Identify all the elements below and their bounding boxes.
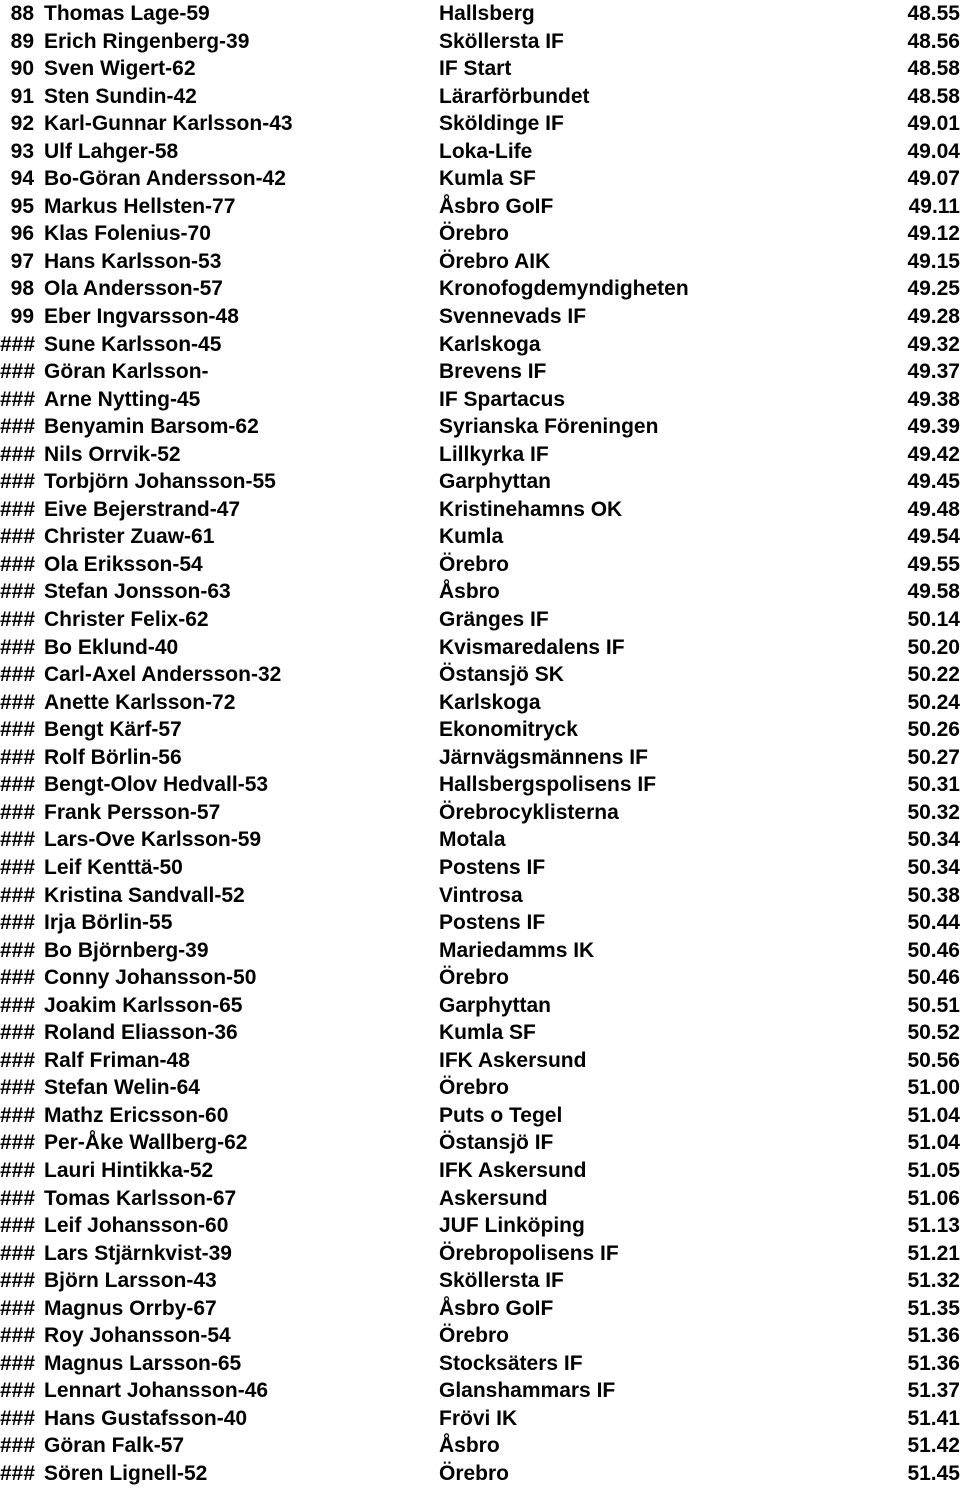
name-cell: Frank Persson-57	[44, 800, 221, 824]
club-cell: Kvismaredalens IF	[439, 635, 625, 659]
time-cell: 49.42	[907, 442, 960, 466]
time-cell: 49.55	[907, 552, 960, 576]
name-cell: Tomas Karlsson-67	[44, 1186, 237, 1210]
club-cell: Glanshammars IF	[439, 1379, 616, 1403]
time-cell: 51.35	[907, 1296, 960, 1320]
club-cell: Karlskoga	[439, 690, 541, 714]
club-cell: Vintrosa	[439, 883, 523, 907]
time-cell: 50.46	[907, 938, 960, 962]
result-row	[0, 771, 960, 799]
rank-cell: 93	[10, 139, 34, 163]
rank-cell: 94	[10, 167, 34, 191]
name-cell: Eive Bejerstrand-47	[44, 497, 241, 521]
result-row	[0, 1377, 960, 1405]
club-cell: Stocksäters IF	[439, 1351, 583, 1375]
name-cell: Thomas Lage-59	[44, 2, 210, 25]
time-cell: 49.32	[907, 332, 960, 356]
result-row	[0, 1212, 960, 1240]
time-cell: 50.38	[907, 883, 960, 907]
name-cell: Eber Ingvarsson-48	[44, 305, 239, 329]
rank-cell: ###	[0, 773, 36, 797]
name-cell: Bo Eklund-40	[44, 635, 179, 659]
rank-cell: ###	[0, 911, 36, 935]
result-row	[0, 826, 960, 854]
rank-cell: ###	[0, 332, 36, 356]
rank-cell: ###	[0, 635, 36, 659]
time-cell: 49.12	[907, 222, 960, 246]
time-cell: 49.48	[907, 497, 960, 521]
club-cell: Örebro AIK	[439, 249, 551, 273]
time-cell: 51.13	[907, 1214, 960, 1238]
rank-cell: ###	[0, 828, 36, 852]
club-cell: Hallsberg	[439, 2, 535, 25]
result-row	[0, 661, 960, 689]
name-cell: Nils Orrvik-52	[44, 442, 181, 466]
rank-cell: ###	[0, 1131, 36, 1155]
name-cell: Christer Zuaw-61	[44, 525, 215, 549]
name-cell: Bo-Göran Andersson-42	[44, 167, 286, 191]
name-cell: Bengt Kärf-57	[44, 718, 182, 742]
result-row	[0, 110, 960, 138]
club-cell: Karlskoga	[439, 332, 541, 356]
result-row	[0, 193, 960, 221]
club-cell: Kronofogdemyndigheten	[439, 277, 689, 301]
rank-cell: 92	[10, 112, 34, 136]
result-row	[0, 937, 960, 965]
time-cell: 49.37	[907, 360, 960, 384]
result-row	[0, 1240, 960, 1268]
name-cell: Hans Gustafsson-40	[44, 1406, 248, 1430]
result-row	[0, 1460, 960, 1488]
name-cell: Per-Åke Wallberg-62	[44, 1131, 248, 1155]
rank-cell: ###	[0, 1461, 36, 1485]
time-cell: 50.34	[907, 855, 960, 879]
result-row	[0, 165, 960, 193]
name-cell: Arne Nytting-45	[44, 387, 201, 411]
result-row	[0, 1295, 960, 1323]
time-cell: 50.44	[907, 911, 960, 935]
name-cell: Roland Eliasson-36	[44, 1021, 238, 1045]
club-cell: Garphyttan	[439, 993, 552, 1017]
club-cell: Kumla SF	[439, 167, 536, 191]
rank-cell: ###	[0, 470, 36, 494]
rank-cell: ###	[0, 966, 36, 990]
result-row	[0, 882, 960, 910]
name-cell: Göran Karlsson-	[44, 360, 209, 384]
name-cell: Markus Hellsten-77	[44, 194, 236, 218]
rank-cell: 89	[10, 29, 34, 53]
name-cell: Bengt-Olov Hedvall-53	[44, 773, 269, 797]
rank-cell: ###	[0, 1214, 36, 1238]
time-cell: 51.42	[907, 1434, 960, 1458]
club-cell: Puts o Tegel	[439, 1103, 563, 1127]
rank-cell: ###	[0, 718, 36, 742]
rank-cell: ###	[0, 883, 36, 907]
result-row	[0, 468, 960, 496]
result-row	[0, 551, 960, 579]
club-cell: IFK Askersund	[439, 1048, 587, 1072]
time-cell: 50.46	[907, 966, 960, 990]
time-cell: 50.51	[907, 993, 960, 1017]
club-cell: Lärarförbundet	[439, 84, 590, 108]
result-row	[0, 55, 960, 83]
rank-cell: 96	[10, 222, 34, 246]
club-cell: Ekonomitryck	[439, 718, 578, 742]
rank-cell: ###	[0, 1406, 36, 1430]
rank-cell: ###	[0, 1351, 36, 1375]
club-cell: Östansjö IF	[439, 1131, 554, 1155]
time-cell: 50.32	[907, 800, 960, 824]
rank-cell: ###	[0, 993, 36, 1017]
rank-cell: ###	[0, 1186, 36, 1210]
result-row	[0, 358, 960, 386]
time-cell: 50.52	[907, 1021, 960, 1045]
result-row	[0, 275, 960, 303]
result-row	[0, 523, 960, 551]
club-cell: Garphyttan	[439, 470, 552, 494]
club-cell: Postens IF	[439, 855, 546, 879]
result-row	[0, 1405, 960, 1433]
name-cell: Lars-Ove Karlsson-59	[44, 828, 262, 852]
result-row	[0, 1157, 960, 1185]
club-cell: Kumla SF	[439, 1021, 536, 1045]
rank-cell: 88	[10, 2, 34, 25]
result-row	[0, 331, 960, 359]
name-cell: Ulf Lahger-58	[44, 139, 179, 163]
result-row	[0, 909, 960, 937]
name-cell: Irja Börlin-55	[44, 911, 173, 935]
time-cell: 51.21	[907, 1241, 960, 1265]
result-row	[0, 1047, 960, 1075]
result-row	[0, 138, 960, 166]
time-cell: 49.39	[907, 415, 960, 439]
result-row	[0, 248, 960, 276]
time-cell: 50.26	[907, 718, 960, 742]
time-cell: 51.36	[907, 1351, 960, 1375]
time-cell: 51.41	[907, 1406, 960, 1430]
time-cell: 50.56	[907, 1048, 960, 1072]
rank-cell: ###	[0, 1048, 36, 1072]
club-cell: Postens IF	[439, 911, 546, 935]
time-cell: 51.04	[907, 1131, 960, 1155]
rank-cell: 97	[10, 249, 34, 273]
rank-cell: ###	[0, 442, 36, 466]
result-row	[0, 83, 960, 111]
club-cell: Sköldinge IF	[439, 112, 564, 136]
rank-cell: ###	[0, 1158, 36, 1182]
rank-cell: ###	[0, 1379, 36, 1403]
result-row	[0, 634, 960, 662]
name-cell: Roy Johansson-54	[44, 1324, 231, 1348]
rank-cell: ###	[0, 1269, 36, 1293]
club-cell: Örebro	[439, 1324, 510, 1348]
time-cell: 49.54	[907, 525, 960, 549]
club-cell: IF Spartacus	[439, 387, 566, 411]
result-row	[0, 1267, 960, 1295]
time-cell: 50.27	[907, 745, 960, 769]
club-cell: Åsbro GoIF	[439, 194, 554, 218]
rank-cell: ###	[0, 552, 36, 576]
rank-cell: ###	[0, 663, 36, 687]
club-cell: Örebro	[439, 966, 510, 990]
club-cell: Åsbro	[439, 1434, 500, 1458]
club-cell: Kristinehamns OK	[439, 497, 623, 521]
rank-cell: ###	[0, 1296, 36, 1320]
rank-cell: ###	[0, 415, 36, 439]
club-cell: IF Start	[439, 57, 512, 81]
result-row	[0, 1350, 960, 1378]
time-cell: 51.36	[907, 1324, 960, 1348]
rank-cell: ###	[0, 690, 36, 714]
club-cell: Gränges IF	[439, 608, 549, 632]
time-cell: 48.55	[907, 2, 960, 25]
rank-cell: ###	[0, 745, 36, 769]
club-cell: Svennevads IF	[439, 305, 587, 329]
time-cell: 49.38	[907, 387, 960, 411]
name-cell: Hans Karlsson-53	[44, 249, 222, 273]
name-cell: Ola Andersson-57	[44, 277, 223, 301]
result-row	[0, 578, 960, 606]
club-cell: Frövi IK	[439, 1406, 518, 1430]
time-cell: 50.20	[907, 635, 960, 659]
club-cell: Sköllersta IF	[439, 1269, 564, 1293]
name-cell: Rolf Börlin-56	[44, 745, 182, 769]
name-cell: Mathz Ericsson-60	[44, 1103, 229, 1127]
name-cell: Ola Eriksson-54	[44, 552, 203, 576]
time-cell: 51.04	[907, 1103, 960, 1127]
result-row	[0, 716, 960, 744]
result-row	[0, 964, 960, 992]
result-row	[0, 854, 960, 882]
result-row	[0, 413, 960, 441]
time-cell: 50.31	[907, 773, 960, 797]
time-cell: 49.04	[907, 139, 960, 163]
name-cell: Kristina Sandvall-52	[44, 883, 245, 907]
name-cell: Leif Kenttä-50	[44, 855, 183, 879]
time-cell: 49.25	[907, 277, 960, 301]
result-row	[0, 1019, 960, 1047]
time-cell: 50.24	[907, 690, 960, 714]
club-cell: IFK Askersund	[439, 1158, 587, 1182]
name-cell: Lauri Hintikka-52	[44, 1158, 214, 1182]
result-row	[0, 744, 960, 772]
rank-cell: 98	[10, 277, 34, 301]
rank-cell: 95	[10, 194, 34, 218]
name-cell: Stefan Jonsson-63	[44, 580, 231, 604]
club-cell: Syrianska Föreningen	[439, 415, 659, 439]
time-cell: 48.58	[907, 57, 960, 81]
club-cell: Loka-Life	[439, 139, 533, 163]
club-cell: Örebro	[439, 222, 510, 246]
name-cell: Göran Falk-57	[44, 1434, 185, 1458]
result-row	[0, 220, 960, 248]
name-cell: Sven Wigert-62	[44, 57, 196, 81]
rank-cell: ###	[0, 1434, 36, 1458]
time-cell: 50.22	[907, 663, 960, 687]
club-cell: Järnvägsmännens IF	[439, 745, 648, 769]
club-cell: Mariedamms IK	[439, 938, 595, 962]
rank-cell: ###	[0, 1324, 36, 1348]
club-cell: Åsbro	[439, 580, 500, 604]
club-cell: Östansjö SK	[439, 663, 564, 687]
name-cell: Magnus Larsson-65	[44, 1351, 242, 1375]
time-cell: 51.45	[907, 1461, 960, 1485]
result-row	[0, 992, 960, 1020]
time-cell: 49.11	[908, 194, 960, 218]
name-cell: Carl-Axel Andersson-32	[44, 663, 282, 687]
club-cell: Örebro	[439, 1461, 510, 1485]
club-cell: Lillkyrka IF	[439, 442, 549, 466]
club-cell: Örebro	[439, 1076, 510, 1100]
result-row	[0, 386, 960, 414]
name-cell: Bo Björnberg-39	[44, 938, 209, 962]
rank-cell: ###	[0, 938, 36, 962]
club-cell: Örebro	[439, 552, 510, 576]
result-row	[0, 1185, 960, 1213]
result-row	[0, 303, 960, 331]
name-cell: Benyamin Barsom-62	[44, 415, 259, 439]
name-cell: Torbjörn Johansson-55	[44, 470, 276, 494]
rank-cell: ###	[0, 1241, 36, 1265]
name-cell: Erich Ringenberg-39	[44, 29, 250, 53]
rank-cell: ###	[0, 497, 36, 521]
time-cell: 49.01	[907, 112, 960, 136]
rank-cell: ###	[0, 580, 36, 604]
result-row	[0, 1322, 960, 1350]
time-cell: 51.37	[907, 1379, 960, 1403]
result-row	[0, 606, 960, 634]
result-row	[0, 1129, 960, 1157]
rank-cell: ###	[0, 360, 36, 384]
name-cell: Ralf Friman-48	[44, 1048, 190, 1072]
result-row	[0, 799, 960, 827]
rank-cell: 90	[10, 57, 34, 81]
time-cell: 51.32	[907, 1269, 960, 1293]
name-cell: Klas Folenius-70	[44, 222, 211, 246]
club-cell: Örebrocyklisterna	[439, 800, 619, 824]
rank-cell: ###	[0, 1021, 36, 1045]
club-cell: Motala	[439, 828, 506, 852]
result-row	[0, 1102, 960, 1130]
name-cell: Sune Karlsson-45	[44, 332, 222, 356]
result-row	[0, 1074, 960, 1102]
rank-cell: ###	[0, 800, 36, 824]
result-row	[0, 0, 960, 28]
name-cell: Anette Karlsson-72	[44, 690, 236, 714]
name-cell: Lennart Johansson-46	[44, 1379, 269, 1403]
time-cell: 49.28	[907, 305, 960, 329]
result-row	[0, 441, 960, 469]
rank-cell: ###	[0, 1103, 36, 1127]
name-cell: Sten Sundin-42	[44, 84, 197, 108]
time-cell: 49.15	[907, 249, 960, 273]
club-cell: Hallsbergspolisens IF	[439, 773, 657, 797]
result-row	[0, 1432, 960, 1460]
name-cell: Stefan Welin-64	[44, 1076, 200, 1100]
club-cell: Sköllersta IF	[439, 29, 564, 53]
time-cell: 50.14	[907, 608, 960, 632]
rank-cell: ###	[0, 387, 36, 411]
time-cell: 51.05	[907, 1158, 960, 1182]
rank-cell: ###	[0, 1076, 36, 1100]
result-row	[0, 28, 960, 56]
rank-cell: 99	[10, 305, 34, 329]
club-cell: Brevens IF	[439, 360, 547, 384]
club-cell: Örebropolisens IF	[439, 1241, 619, 1265]
result-row	[0, 689, 960, 717]
club-cell: Åsbro GoIF	[439, 1296, 554, 1320]
rank-cell: ###	[0, 525, 36, 549]
name-cell: Magnus Orrby-67	[44, 1296, 217, 1320]
name-cell: Sören Lignell-52	[44, 1461, 208, 1485]
time-cell: 48.56	[907, 29, 960, 53]
name-cell: Joakim Karlsson-65	[44, 993, 243, 1017]
time-cell: 48.58	[907, 84, 960, 108]
time-cell: 49.45	[907, 470, 960, 494]
name-cell: Christer Felix-62	[44, 608, 209, 632]
name-cell: Conny Johansson-50	[44, 966, 257, 990]
time-cell: 50.34	[907, 828, 960, 852]
club-cell: Askersund	[439, 1186, 548, 1210]
result-row	[0, 496, 960, 524]
name-cell: Leif Johansson-60	[44, 1214, 229, 1238]
name-cell: Lars Stjärnkvist-39	[44, 1241, 232, 1265]
name-cell: Björn Larsson-43	[44, 1269, 217, 1293]
time-cell: 49.58	[907, 580, 960, 604]
club-cell: Kumla	[439, 525, 504, 549]
rank-cell: ###	[0, 855, 36, 879]
rank-cell: ###	[0, 608, 36, 632]
name-cell: Karl-Gunnar Karlsson-43	[44, 112, 293, 136]
time-cell: 49.07	[907, 167, 960, 191]
time-cell: 51.06	[907, 1186, 960, 1210]
club-cell: JUF Linköping	[439, 1214, 585, 1238]
rank-cell: 91	[10, 84, 34, 108]
time-cell: 51.00	[907, 1076, 960, 1100]
